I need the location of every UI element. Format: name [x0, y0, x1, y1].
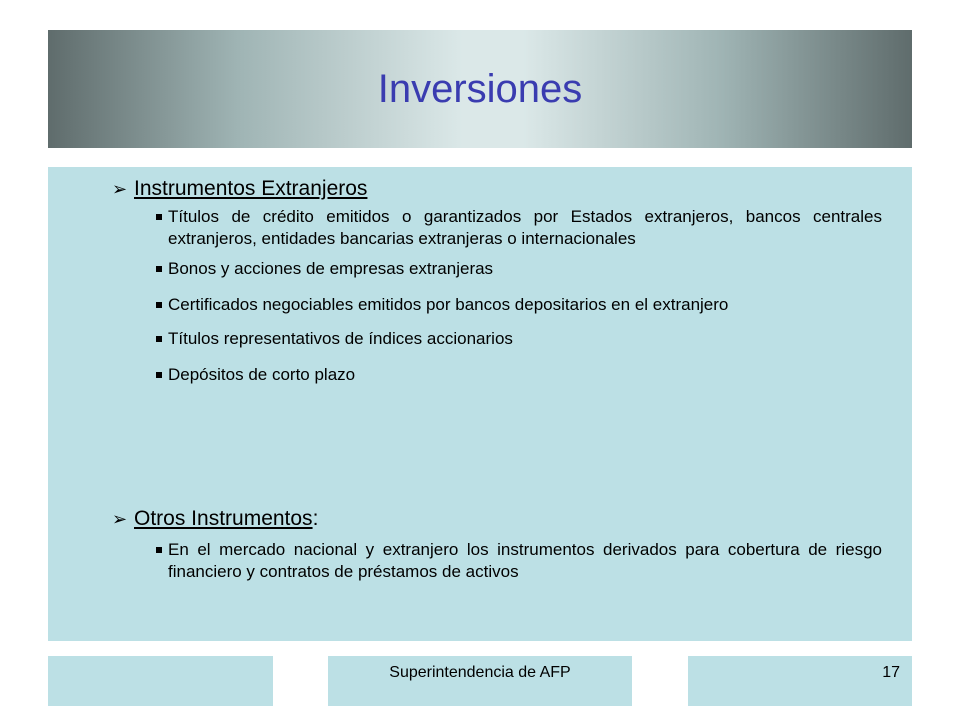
section-heading [112, 177, 882, 201]
list-item [112, 364, 882, 386]
section-otros-instrumentos [112, 507, 882, 583]
square-bullet-icon [156, 214, 162, 220]
section-instrumentos-extranjeros [112, 177, 882, 386]
square-bullet-icon [156, 547, 162, 553]
section-title-colon: : [312, 507, 319, 530]
content-panel [48, 167, 912, 641]
section-title-label: Otros Instrumentos [134, 507, 313, 530]
page-number: 17 [882, 664, 900, 681]
square-bullet-icon [156, 302, 162, 308]
arrow-bullet-icon: ➢ [112, 179, 128, 199]
list-item-text: Depósitos de corto plazo [168, 365, 356, 384]
arrow-bullet-icon: ➢ [112, 509, 128, 529]
section-title-label: Instrumentos Extranjeros [134, 177, 368, 200]
list-item-text: Certificados negociables emitidos por bancos depositarios en el extranjero [168, 295, 729, 314]
list-item [112, 206, 882, 250]
list-item-text: Títulos de crédito emitidos o garantizados por Estados extranjeros, bancos centrales extranjeros, entidades bancarias extranjeras o internacionales [168, 207, 882, 248]
bullet-list [112, 539, 882, 583]
list-item-text: En el mercado nacional y extranjero los instrumentos derivados para cobertura de riesgo financiero y contratos de préstamos de activos [168, 540, 882, 581]
list-item [112, 258, 882, 280]
title-banner [48, 30, 912, 148]
footer-left-box [48, 656, 273, 706]
list-item [112, 328, 882, 350]
square-bullet-icon [156, 266, 162, 272]
list-item-text: Bonos y acciones de empresas extranjeras [168, 259, 494, 278]
list-item [112, 539, 882, 583]
list-item-text: Títulos representativos de índices accionarios [168, 329, 513, 348]
bullet-list [112, 206, 882, 386]
list-item [112, 294, 882, 316]
square-bullet-icon [156, 372, 162, 378]
square-bullet-icon [156, 336, 162, 342]
section-heading [112, 507, 882, 531]
slide-title: Inversiones [377, 66, 583, 111]
footer-organization: Superintendencia de AFP [389, 664, 571, 681]
